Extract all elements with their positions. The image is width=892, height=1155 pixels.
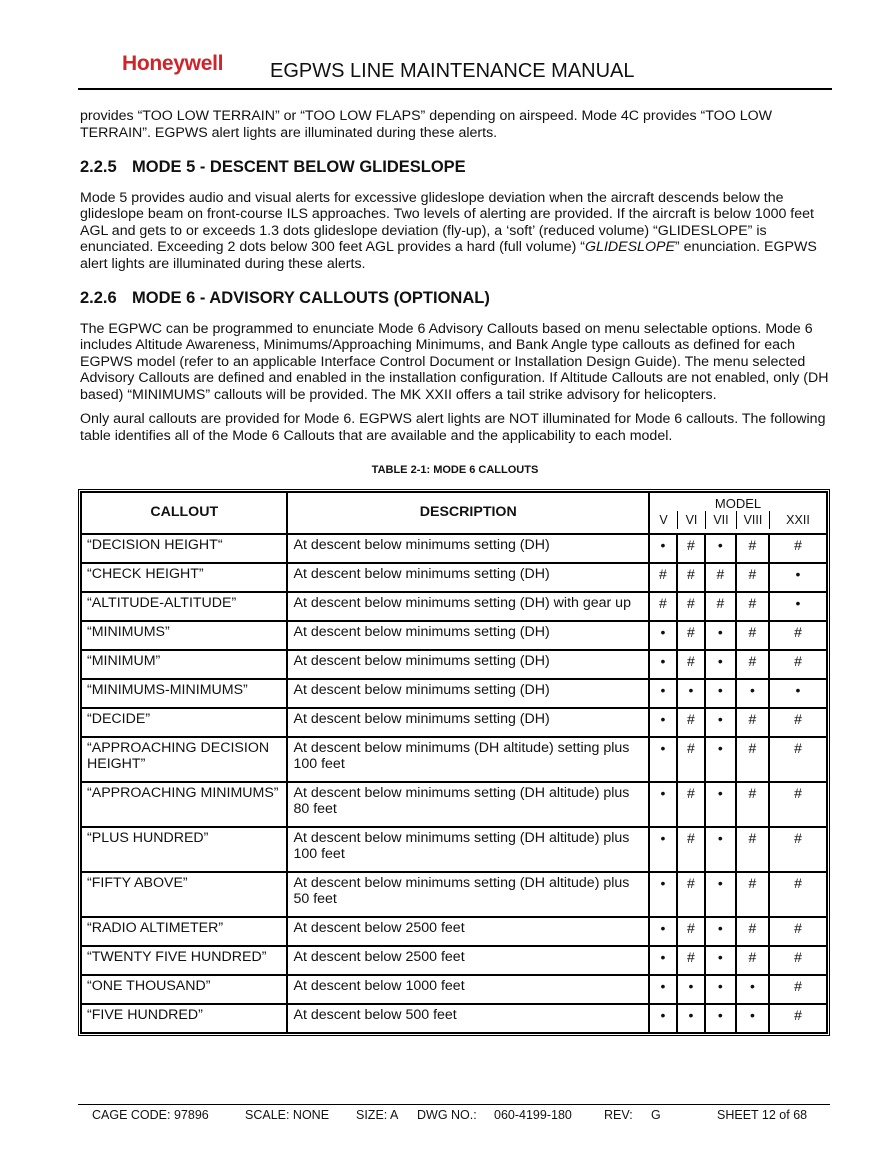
model-column-header: VII [705,511,736,529]
applicability-cell: # [736,563,769,592]
applicability-cell: # [769,737,827,782]
callout-cell: “TWENTY FIVE HUNDRED” [81,946,287,975]
applicability-cell: # [677,737,705,782]
model-column-header: V [659,513,668,527]
applicability-cell: • [705,534,736,563]
applicability-cell: # [736,782,769,827]
callout-cell: “DECISION HEIGHT“ [81,534,287,563]
mode6-paragraph-2: Only aural callouts are provided for Mode 6. EGPWS alert lights are NOT illuminated for Mode 6 callouts. The following table identifies all of the Mode 6 Callouts that are available and the applicability to each model. [80,411,826,444]
applicability-cell: # [649,563,677,592]
column-header-model [649,492,827,534]
applicability-cell: # [677,650,705,679]
description-cell: At descent below 2500 feet [287,946,649,975]
applicability-cell: # [769,708,827,737]
applicability-cell: • [736,1004,769,1033]
callout-cell: “FIVE HUNDRED” [81,1004,287,1033]
sheet-number: SHEET 12 of 68 [717,1108,808,1122]
applicability-cell: # [736,621,769,650]
callout-cell: “RADIO ALTIMETER” [81,917,287,946]
section-title: MODE 5 - DESCENT BELOW GLIDESLOPE [132,158,466,176]
table-row [81,737,827,782]
applicability-cell: • [649,1004,677,1033]
applicability-cell: # [769,1004,827,1033]
applicability-cell: • [649,917,677,946]
applicability-cell: # [769,782,827,827]
revision: G [651,1108,661,1122]
footer-rule [78,1104,830,1105]
model-label: MODEL [714,496,762,511]
model-column-header: VIII [736,511,769,529]
applicability-cell: • [705,917,736,946]
description-cell: At descent below 2500 feet [287,917,649,946]
mode5-paragraph [80,190,830,273]
table-row [81,1004,827,1033]
applicability-cell: • [649,975,677,1004]
section-heading-2-2-5 [80,159,830,176]
callout-cell: “FIFTY ABOVE” [81,872,287,917]
table-row [81,650,827,679]
table-row [81,975,827,1004]
honeywell-logo: Honeywell [122,52,224,75]
cage-code: CAGE CODE: 97896 [92,1108,209,1122]
applicability-cell: # [736,872,769,917]
applicability-cell: # [705,592,736,621]
table-row [81,679,827,708]
table-caption: TABLE 2-1: MODE 6 CALLOUTS [371,464,539,476]
table-row [81,621,827,650]
applicability-cell: # [677,782,705,827]
callout-cell: “ONE THOUSAND” [81,975,287,1004]
document-title: EGPWS LINE MAINTENANCE MANUAL [270,60,635,82]
applicability-cell: # [736,917,769,946]
callout-cell: “APPROACHING MINIMUMS” [81,782,287,827]
mode5-text-a: Mode 5 provides audio and visual alerts for excessive glideslope deviation when the aircraft descends below the glideslope beam on front-course ILS approaches. Two levels of alerting are provided. If the aircraft is below 1000 feet AGL and gets to or exceeds 1.3 dots glideslope deviation (fly-up), a ‘soft’ (reduced volume) “GLIDESLOPE” is enunciated. Exceeding 2 dots below 300 feet AGL provides a hard (full volume) “ [80,189,814,255]
applicability-cell: # [736,827,769,872]
applicability-cell: # [736,592,769,621]
mode5-text-emphasis: GLIDESLOPE [585,239,675,255]
applicability-cell: # [769,534,827,563]
description-cell: At descent below minimums setting (DH altitude) plus 50 feet [287,872,649,917]
applicability-cell: • [705,782,736,827]
mode6-callouts-table [78,489,830,1036]
applicability-cell: # [736,946,769,975]
model-column-header: VI [677,511,705,529]
model-columns [650,511,826,529]
applicability-cell: • [769,592,827,621]
table-row [81,782,827,827]
applicability-cell: # [677,563,705,592]
applicability-cell: # [649,592,677,621]
callout-cell: “MINIMUM” [81,650,287,679]
section-heading-2-2-6 [80,290,830,307]
applicability-cell: # [677,827,705,872]
applicability-cell: • [705,872,736,917]
scale: SCALE: NONE [245,1108,330,1122]
table-body [81,534,827,1033]
callout-cell: “APPROACHING DECISION HEIGHT” [81,737,287,782]
section-number: 2.2.6 [80,289,117,307]
applicability-cell: # [736,737,769,782]
callout-cell: “MINIMUMS-MINIMUMS” [81,679,287,708]
table-row [81,592,827,621]
applicability-cell: • [705,737,736,782]
applicability-cell: • [649,650,677,679]
model-column-header: XXII [769,511,826,529]
applicability-cell: # [769,946,827,975]
table-row [81,534,827,563]
description-cell: At descent below minimums setting (DH) [287,621,649,650]
section-title: MODE 6 - ADVISORY CALLOUTS (OPTIONAL) [132,289,490,307]
applicability-cell: • [649,621,677,650]
applicability-cell: # [677,872,705,917]
description-cell: At descent below minimums (DH altitude) setting plus 100 feet [287,737,649,782]
applicability-cell: # [677,621,705,650]
table-row [81,563,827,592]
column-header-description: DESCRIPTION [287,492,649,534]
applicability-cell: # [769,917,827,946]
description-cell: At descent below minimums setting (DH) [287,563,649,592]
applicability-cell: • [649,708,677,737]
drawing-number: 060-4199-180 [494,1108,572,1122]
sheet-size: SIZE: A [356,1108,399,1122]
applicability-cell: # [736,708,769,737]
applicability-cell: • [705,621,736,650]
applicability-cell: • [649,946,677,975]
section-number: 2.2.5 [80,158,117,176]
description-cell: At descent below 1000 feet [287,975,649,1004]
applicability-cell: • [677,679,705,708]
header-rule [78,88,832,90]
applicability-cell: # [769,827,827,872]
description-cell: At descent below minimums setting (DH) [287,679,649,708]
applicability-cell: • [769,563,827,592]
applicability-cell: # [677,708,705,737]
callout-cell: “CHECK HEIGHT” [81,563,287,592]
applicability-cell: # [705,563,736,592]
applicability-cell: • [705,650,736,679]
applicability-cell: • [705,1004,736,1033]
table-row [81,946,827,975]
applicability-cell: • [705,708,736,737]
callout-cell: “MINIMUMS” [81,621,287,650]
applicability-cell: # [769,975,827,1004]
applicability-cell: • [705,975,736,1004]
description-cell: At descent below minimums setting (DH altitude) plus 80 feet [287,782,649,827]
applicability-cell: # [769,872,827,917]
column-header-callout: CALLOUT [81,492,287,534]
applicability-cell: • [736,679,769,708]
applicability-cell: • [736,975,769,1004]
applicability-cell: # [677,534,705,563]
applicability-cell: # [677,917,705,946]
table-row [81,708,827,737]
description-cell: At descent below minimums setting (DH) [287,534,649,563]
applicability-cell: # [769,621,827,650]
applicability-cell: • [769,679,827,708]
mode5-text-b: ” enunciation. EGPWS alert lights are illuminated during these alerts. [80,239,817,272]
applicability-cell: • [649,737,677,782]
revision-label: REV: [604,1108,633,1122]
description-cell: At descent below 500 feet [287,1004,649,1033]
mode6-paragraph-1: The EGPWC can be programmed to enunciate Mode 6 Advisory Callouts based on menu selectable options. Mode 6 includes Altitude Awareness, Minimums/Approaching Minimums, and Bank Angle type callouts as defined for each EGPWS model (refer to an applicable Interface Control Document or Installation Design Guide). The menu selected Advisory Callouts are defined and enabled in the installation configuration. If Altitude Callouts are not enabled, only (DH based) “MINIMUMS” callouts will be provided. The MK XXII offers a tail strike advisory for helicopters. [80,320,829,403]
callout-cell: “ALTITUDE-ALTITUDE” [81,592,287,621]
applicability-cell: # [769,650,827,679]
applicability-cell: • [649,872,677,917]
applicability-cell: # [677,946,705,975]
applicability-cell: • [649,534,677,563]
table-row [81,917,827,946]
applicability-cell: • [649,782,677,827]
page-content [80,108,830,1036]
applicability-cell: • [677,1004,705,1033]
applicability-cell: • [705,827,736,872]
description-cell: At descent below minimums setting (DH altitude) plus 100 feet [287,827,649,872]
table-row [81,872,827,917]
table-row [81,827,827,872]
callout-cell: “DECIDE” [81,708,287,737]
description-cell: At descent below minimums setting (DH) [287,650,649,679]
applicability-cell: # [677,592,705,621]
applicability-cell: • [649,679,677,708]
description-cell: At descent below minimums setting (DH) with gear up [287,592,649,621]
applicability-cell: • [649,827,677,872]
intro-paragraph: provides “TOO LOW TERRAIN” or “TOO LOW FLAPS” depending on airspeed. Mode 4C provides “TOO LOW TERRAIN”. EGPWS alert lights are illuminated during these alerts. [80,108,773,141]
applicability-cell: • [705,946,736,975]
applicability-cell: # [736,534,769,563]
applicability-cell: # [736,650,769,679]
drawing-number-label: DWG NO.: [417,1108,477,1122]
callout-cell: “PLUS HUNDRED” [81,827,287,872]
applicability-cell: • [677,975,705,1004]
applicability-cell: • [705,679,736,708]
description-cell: At descent below minimums setting (DH) [287,708,649,737]
